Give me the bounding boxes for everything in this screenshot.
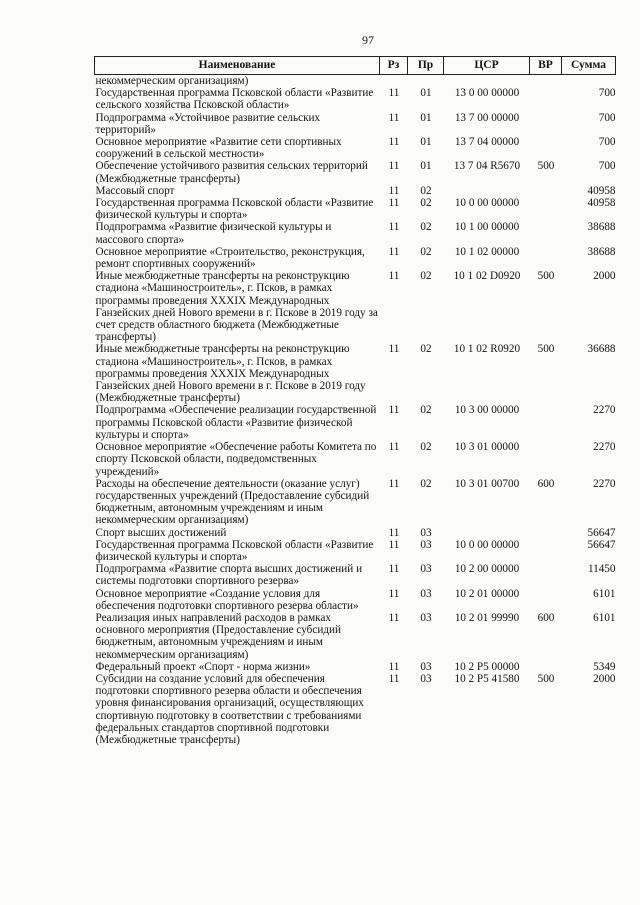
cell-name: Подпрограмма «Устойчивое развитие сельских территорий» — [95, 111, 321, 136]
cell-name: Основное мероприятие «Строительство, реконструкция, ремонт спортивных сооружений» — [95, 245, 365, 271]
cell-sum: 2270 — [593, 441, 616, 454]
table-row — [95, 673, 616, 746]
cell-name: Основное мероприятие «Развитие сети спортивных сооружений в сельской местности» — [95, 136, 342, 161]
cell-name: Федеральный проект «Спорт - норма жизни» — [95, 660, 311, 673]
table-row — [95, 343, 616, 404]
cell-pr: 02 — [420, 477, 432, 490]
cell-csr: 13 7 00 00000 — [454, 111, 520, 124]
cell-pr: 01 — [420, 111, 432, 124]
cell-pr: 02 — [420, 270, 432, 283]
cell-pr: 01 — [420, 160, 432, 173]
cell-vr: 500 — [537, 160, 555, 173]
cell-rz: 11 — [388, 245, 400, 258]
cell-pr: 02 — [420, 245, 432, 258]
table-row — [95, 246, 616, 270]
cell-sum: 2000 — [593, 270, 616, 283]
cell-pr: 03 — [420, 538, 432, 551]
cell-sum: 40958 — [587, 197, 616, 210]
header-name: Наименование — [95, 57, 380, 75]
cell-csr — [444, 75, 530, 88]
page-number: 97 — [362, 33, 374, 47]
cell-rz — [380, 75, 408, 88]
cell-csr: 10 2 P5 00000 — [454, 660, 520, 673]
cell-rz: 11 — [388, 526, 400, 539]
cell-rz: 11 — [388, 660, 400, 673]
cell-name: Государственная программа Псковской области «Развитие физической культуры и спорта» — [95, 538, 374, 563]
cell-rz: 11 — [388, 221, 400, 234]
cell-rz: 11 — [388, 611, 400, 624]
cell-vr — [530, 404, 562, 441]
cell-rz: 11 — [388, 587, 400, 600]
cell-sum: 700 — [598, 87, 616, 100]
cell-csr: 10 2 01 99990 — [454, 611, 520, 624]
cell-csr: 10 1 00 00000 — [454, 221, 520, 234]
cell-vr — [530, 527, 562, 539]
cell-vr — [530, 563, 562, 587]
cell-csr: 13 7 04 00000 — [454, 136, 520, 149]
cell-sum: 2000 — [593, 672, 616, 685]
cell-sum: 700 — [598, 111, 616, 124]
cell-vr — [530, 246, 562, 270]
cell-name: Субсидии на создание условий для обеспечения подготовки спортивного резерва области и обеспечения уровня финансирования организаций, осуществляющих спортивную подготовку в соответствии с требованиями федеральных стандартов спортивной подготовки (Межбюджетные трансферты) — [95, 672, 364, 746]
table-row — [95, 588, 616, 612]
table-row — [95, 136, 616, 160]
cell-name: Иные межбюджетные трансферты на реконструкцию стадиона «Машиностроитель», г. Псков, в рамках программы проведения XXXIX Международных Ганзейских дней Нового времени в г. Пскове в 2019 году (Межбюджетные трансферты) — [95, 343, 366, 405]
cell-name: Расходы на обеспечение деятельности (оказание услуг) государственных учреждений (Предоставление субсидий бюджетным, автономным учреждениям и иным некоммерческим организациям) — [95, 477, 370, 527]
cell-rz: 11 — [388, 343, 400, 356]
cell-sum: 56647 — [587, 526, 616, 539]
cell-vr — [530, 588, 562, 612]
cell-rz: 11 — [388, 160, 400, 173]
cell-vr — [530, 87, 562, 111]
cell-vr — [530, 539, 562, 563]
cell-pr: 02 — [420, 221, 432, 234]
cell-name: Подпрограмма «Развитие спорта высших достижений и системы подготовки спортивного резерва» — [95, 563, 363, 588]
header-vr: ВР — [530, 57, 562, 75]
cell-vr — [530, 197, 562, 221]
cell-rz: 11 — [388, 404, 400, 417]
header-pr: Пр — [408, 57, 444, 75]
cell-csr: 10 1 02 R0920 — [453, 343, 521, 356]
cell-pr: 03 — [420, 587, 432, 600]
cell-csr: 10 0 00 00000 — [454, 197, 520, 210]
cell-pr: 01 — [420, 87, 432, 100]
cell-sum: 700 — [598, 136, 616, 149]
table-row — [95, 87, 616, 111]
cell-csr: 10 3 01 00700 — [454, 477, 520, 490]
cell-vr — [530, 441, 562, 478]
cell-sum: 2270 — [593, 477, 616, 490]
table-row — [95, 112, 616, 136]
cell-sum — [562, 75, 616, 88]
cell-pr: 01 — [420, 136, 432, 149]
cell-rz: 11 — [388, 441, 400, 454]
cell-pr: 03 — [420, 660, 432, 673]
cell-vr: 500 — [537, 672, 555, 685]
cell-pr: 02 — [420, 343, 432, 356]
cell-rz: 11 — [388, 672, 400, 685]
cell-sum: 700 — [598, 160, 616, 173]
cell-name: некоммерческим организациям) — [95, 75, 249, 87]
cell-vr — [530, 185, 562, 197]
cell-vr — [530, 136, 562, 160]
cell-rz: 11 — [388, 184, 400, 197]
cell-csr: 10 0 00 00000 — [454, 538, 520, 551]
cell-rz: 11 — [388, 87, 400, 100]
cell-vr: 600 — [537, 611, 555, 624]
cell-vr — [530, 661, 562, 673]
cell-csr: 10 1 02 00000 — [454, 245, 520, 258]
table-row — [95, 478, 616, 527]
table-header-row — [95, 57, 616, 75]
cell-sum: 6101 — [593, 587, 616, 600]
cell-rz: 11 — [388, 111, 400, 124]
cell-csr — [444, 527, 530, 539]
cell-name: Государственная программа Псковской области «Развитие физической культуры и спорта» — [95, 197, 374, 222]
cell-vr — [530, 221, 562, 245]
header-rz: Рз — [380, 57, 408, 75]
cell-csr: 10 3 00 00000 — [454, 404, 520, 417]
table-row — [95, 270, 616, 343]
cell-csr — [444, 185, 530, 197]
cell-vr: 500 — [537, 270, 555, 283]
cell-rz: 11 — [388, 538, 400, 551]
cell-pr: 02 — [420, 197, 432, 210]
cell-sum: 38688 — [587, 221, 616, 234]
cell-pr: 02 — [420, 184, 432, 197]
table-row — [95, 197, 616, 221]
cell-csr: 13 7 04 R5670 — [453, 160, 521, 173]
cell-csr: 10 2 P5 41580 — [454, 672, 520, 685]
cell-rz: 11 — [388, 477, 400, 490]
cell-pr — [408, 75, 444, 88]
cell-vr — [530, 75, 562, 88]
cell-name: Основное мероприятие «Обеспечение работы Комитета по спорту Псковской области, подведомственных учреждений» — [95, 441, 377, 478]
table-row — [95, 661, 616, 673]
cell-name: Обеспечение устойчивого развития сельских территорий (Межбюджетные трансферты) — [95, 160, 368, 185]
table-row — [95, 221, 616, 245]
cell-name: Подпрограмма «Развитие физической культуры и массового спорта» — [95, 221, 332, 246]
cell-name: Массовый спорт — [95, 184, 175, 197]
cell-rz: 11 — [388, 270, 400, 283]
cell-pr: 03 — [420, 563, 432, 576]
header-csr: ЦСР — [444, 57, 530, 75]
cell-vr: 500 — [537, 343, 555, 356]
table-row — [95, 185, 616, 197]
cell-sum: 11450 — [587, 563, 616, 576]
table-row — [95, 527, 616, 539]
cell-csr: 10 2 01 00000 — [454, 587, 520, 600]
cell-csr: 10 1 02 D0920 — [453, 270, 521, 283]
cell-csr: 10 3 01 00000 — [454, 441, 520, 454]
cell-rz: 11 — [388, 197, 400, 210]
cell-sum: 2270 — [593, 404, 616, 417]
cell-name: Реализация иных направлений расходов в рамках основного мероприятия (Предоставление субсидий бюджетным, автономным учреждениям и иным некоммерческим организациям) — [95, 611, 341, 661]
table-row — [95, 441, 616, 478]
cell-pr: 03 — [420, 611, 432, 624]
table-row — [95, 75, 616, 88]
cell-name: Основное мероприятие «Создание условия для обеспечения подготовки спортивного резерва области» — [95, 587, 359, 612]
header-sum: Сумма — [562, 57, 616, 75]
cell-sum: 5349 — [593, 660, 616, 673]
cell-sum: 6101 — [593, 611, 616, 624]
cell-rz: 11 — [388, 136, 400, 149]
cell-sum: 56647 — [587, 538, 616, 551]
cell-vr — [530, 112, 562, 136]
cell-sum: 40958 — [587, 184, 616, 197]
budget-table — [94, 56, 616, 746]
cell-name: Спорт высших достижений — [95, 526, 227, 539]
cell-pr: 02 — [420, 404, 432, 417]
cell-csr: 10 2 00 00000 — [454, 563, 520, 576]
cell-vr: 600 — [537, 477, 555, 490]
cell-csr: 13 0 00 00000 — [454, 87, 520, 100]
cell-rz: 11 — [388, 563, 400, 576]
cell-sum: 38688 — [587, 245, 616, 258]
table-row — [95, 404, 616, 441]
cell-name: Иные межбюджетные трансферты на реконструкцию стадиона «Машиностроитель», г. Псков, в рамках программы проведения XXXIX Международных Ганзейских дней Нового времени в г. Пскове в 2019 году за счет средств областного бюджета (Межбюджетные трансферты) — [95, 270, 378, 344]
cell-sum: 36688 — [587, 343, 616, 356]
cell-name: Подпрограмма «Обеспечение реализации государственной программы Псковской области «Развитие физической культуры и спорта» — [95, 404, 377, 441]
table-row — [95, 539, 616, 563]
cell-name: Государственная программа Псковской области «Развитие сельского хозяйства Псковской области» — [95, 87, 374, 112]
cell-pr: 03 — [420, 672, 432, 685]
table-row — [95, 160, 616, 184]
table-row — [95, 563, 616, 587]
table-row — [95, 612, 616, 661]
cell-pr: 02 — [420, 441, 432, 454]
cell-pr: 03 — [420, 526, 432, 539]
